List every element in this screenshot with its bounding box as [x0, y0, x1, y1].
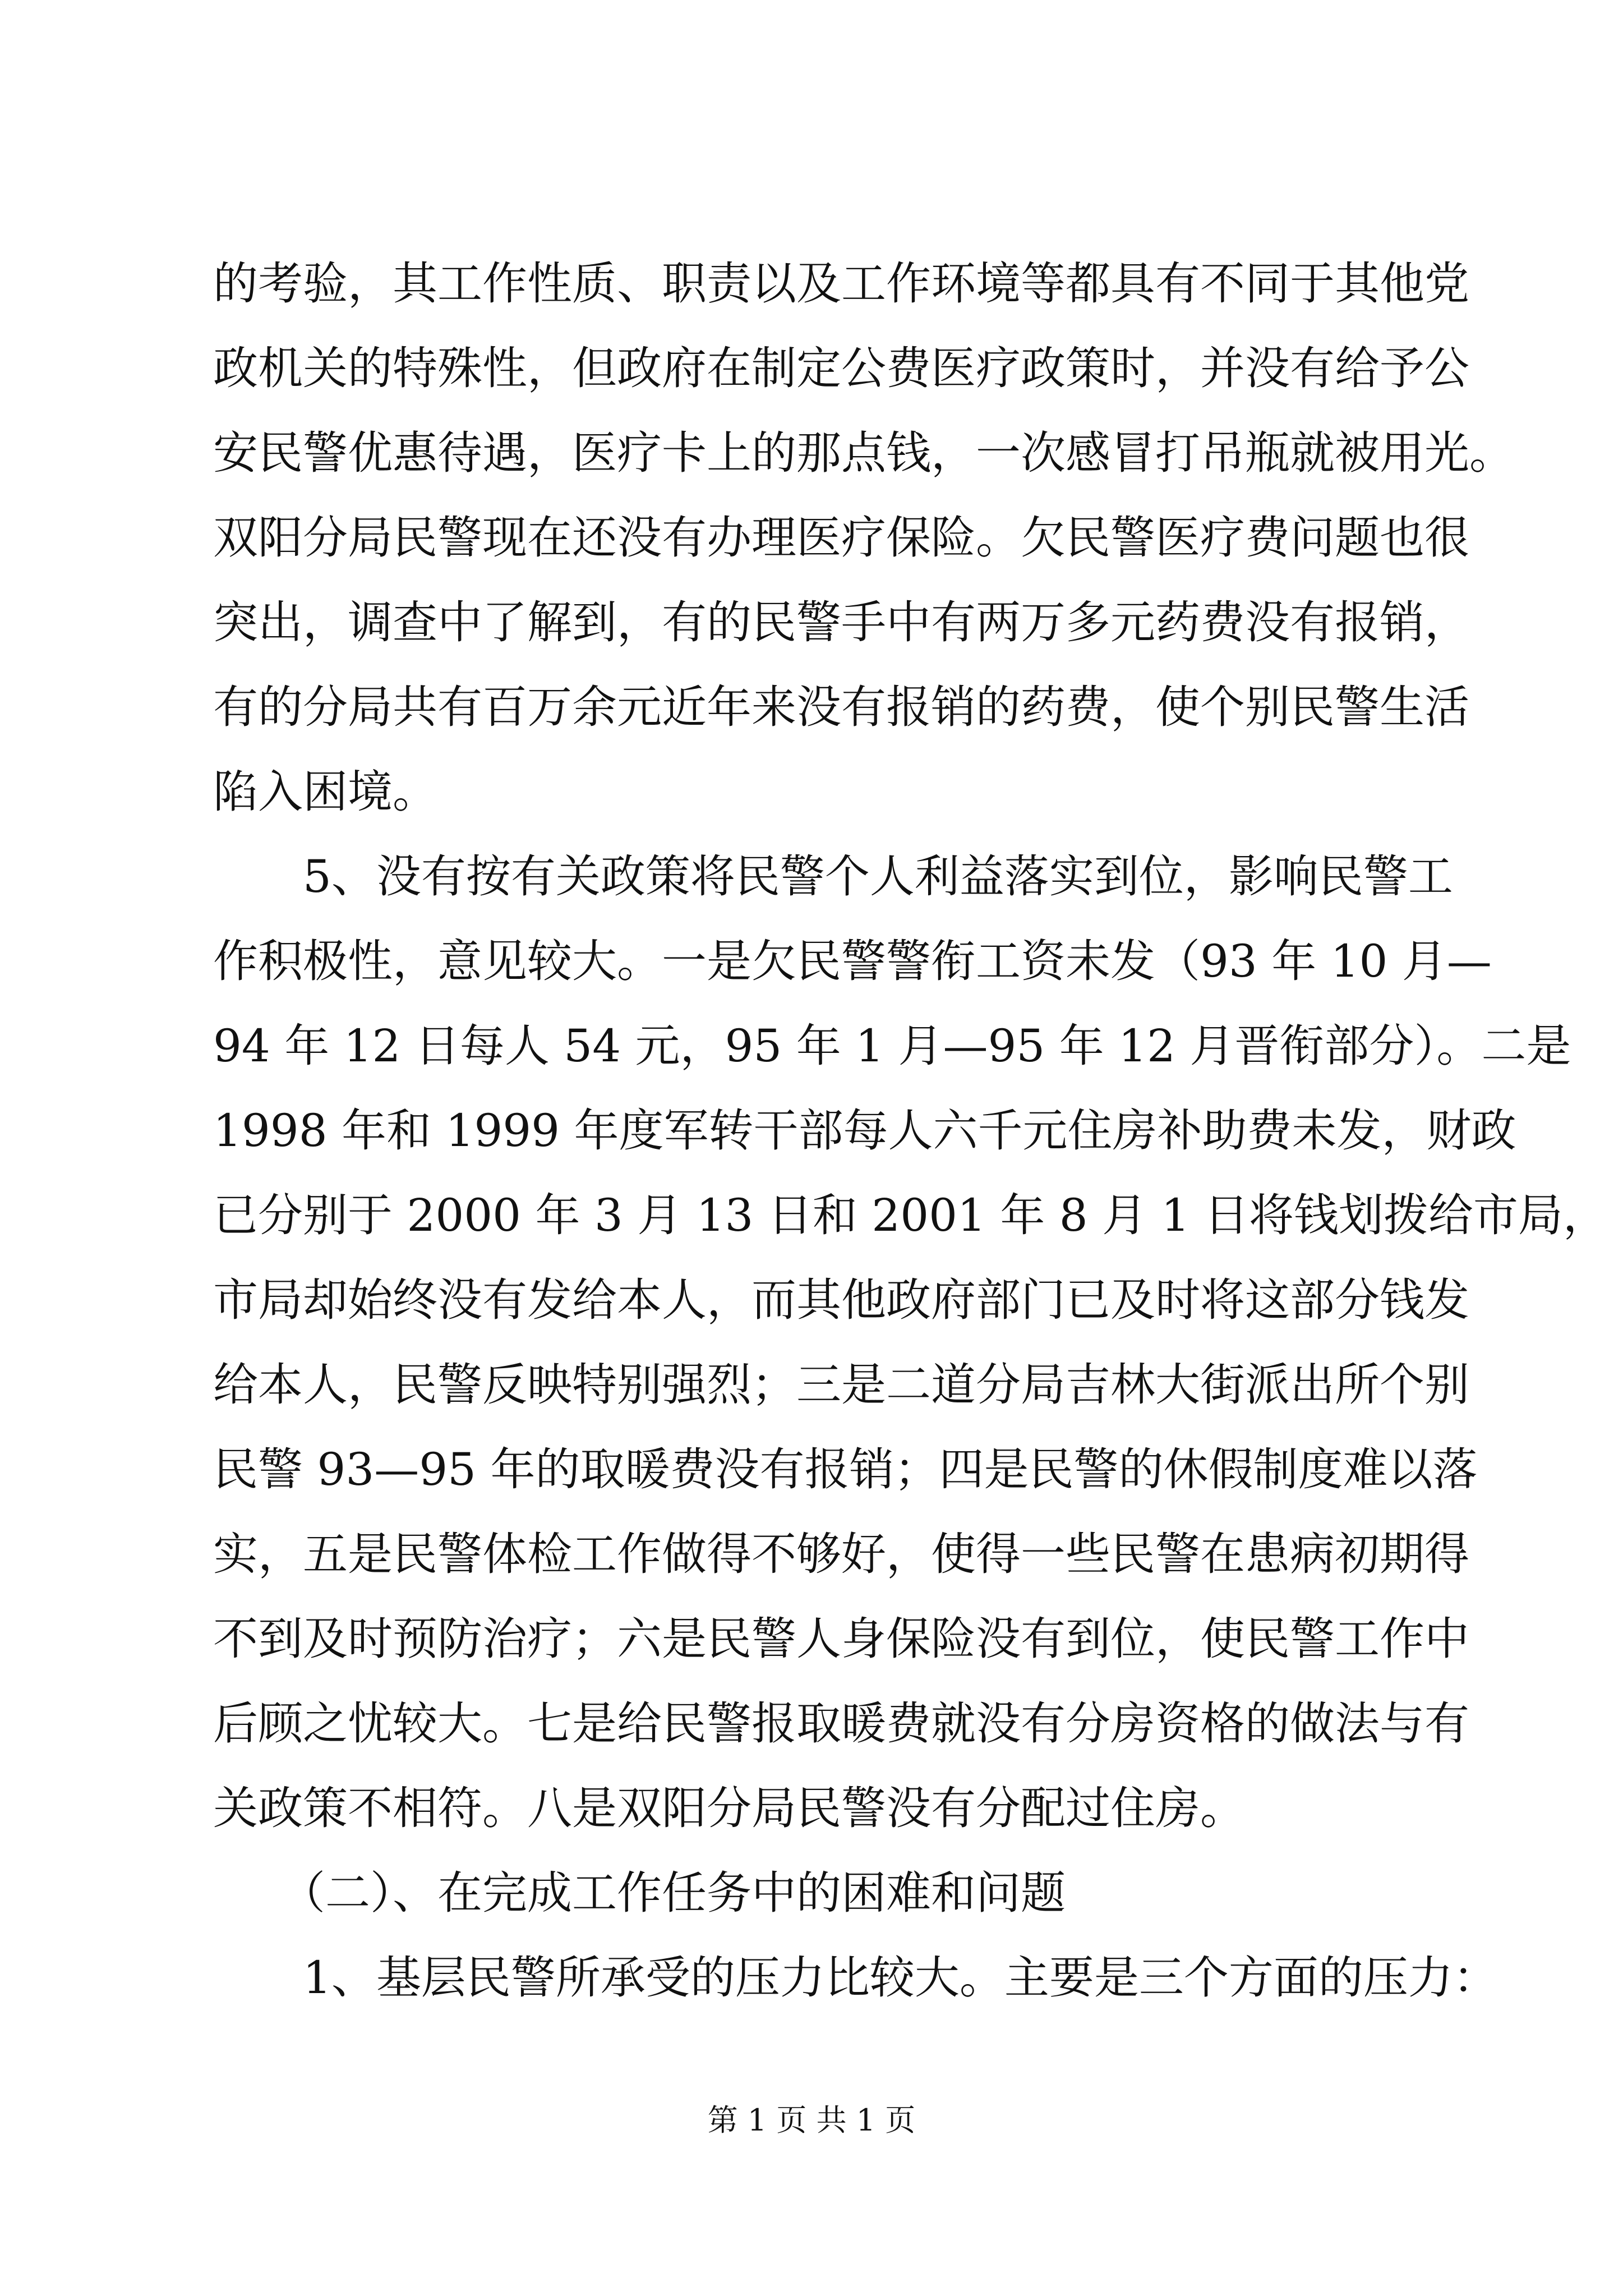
- text-line: 后顾之忧较大。七是给民警报取暖费就没有分房资格的做法与有: [213, 1697, 1469, 1750]
- document-body: [213, 241, 1608, 2020]
- text-line: 实，五是民警体检工作做得不够好，使得一些民警在患病初期得: [213, 1528, 1469, 1580]
- text-line: 作积极性，意见较大。一是欠民警警衔工资未发（93 年 10 月—: [213, 935, 1492, 987]
- text-line: 突出，调查中了解到，有的民警手中有两万多元药费没有报销，: [213, 596, 1469, 648]
- text-line: 有的分局共有百万余元近年来没有报销的药费，使个别民警生活: [213, 681, 1469, 733]
- text-line: 安民警优惠待遇，医疗卡上的那点钱，一次感冒打吊瓶就被用光。: [213, 427, 1514, 479]
- text-line: 5、没有按有关政策将民警个人利益落实到位，影响民警工: [213, 850, 1453, 903]
- text-line: 1、基层民警所承受的压力比较大。主要是三个方面的压力：: [213, 1952, 1498, 2004]
- text-line: 不到及时预防治疗；六是民警人身保险没有到位，使民警工作中: [213, 1613, 1469, 1665]
- page-number-footer: 第 1 页 共 1 页: [707, 2102, 916, 2138]
- text-line: 94 年 12 日每人 54 元，95 年 1 月—95 年 12 月晋衔部分）。二是: [213, 1020, 1571, 1072]
- text-line: 关政策不相符。八是双阳分局民警没有分配过住房。: [213, 1782, 1245, 1834]
- text-line: 政机关的特殊性，但政府在制定公费医疗政策时，并没有给予公: [213, 342, 1469, 394]
- section-heading: （二）、在完成工作任务中的困难和问题: [213, 1867, 1066, 1919]
- text-line: 1998 年和 1999 年度军转干部每人六千元住房补助费未发，财政: [213, 1105, 1516, 1157]
- text-line: 民警 93—95 年的取暖费没有报销；四是民警的休假制度难以落: [213, 1443, 1478, 1496]
- text-line: 双阳分局民警现在还没有办理医疗保险。欠民警医疗费问题也很: [213, 512, 1469, 564]
- text-line: 已分别于 2000 年 3 月 13 日和 2001 年 8 月 1 日将钱划拨给市局，: [213, 1189, 1608, 1241]
- text-line: 陷入困境。: [213, 766, 437, 818]
- text-line: 市局却始终没有发给本人，而其他政府部门已及时将这部分钱发: [213, 1274, 1469, 1326]
- text-line: 给本人，民警反映特别强烈；三是二道分局吉林大街派出所个别: [213, 1359, 1469, 1411]
- text-line: 的考验，其工作性质、职责以及工作环境等都具有不同于其他党: [213, 257, 1469, 310]
